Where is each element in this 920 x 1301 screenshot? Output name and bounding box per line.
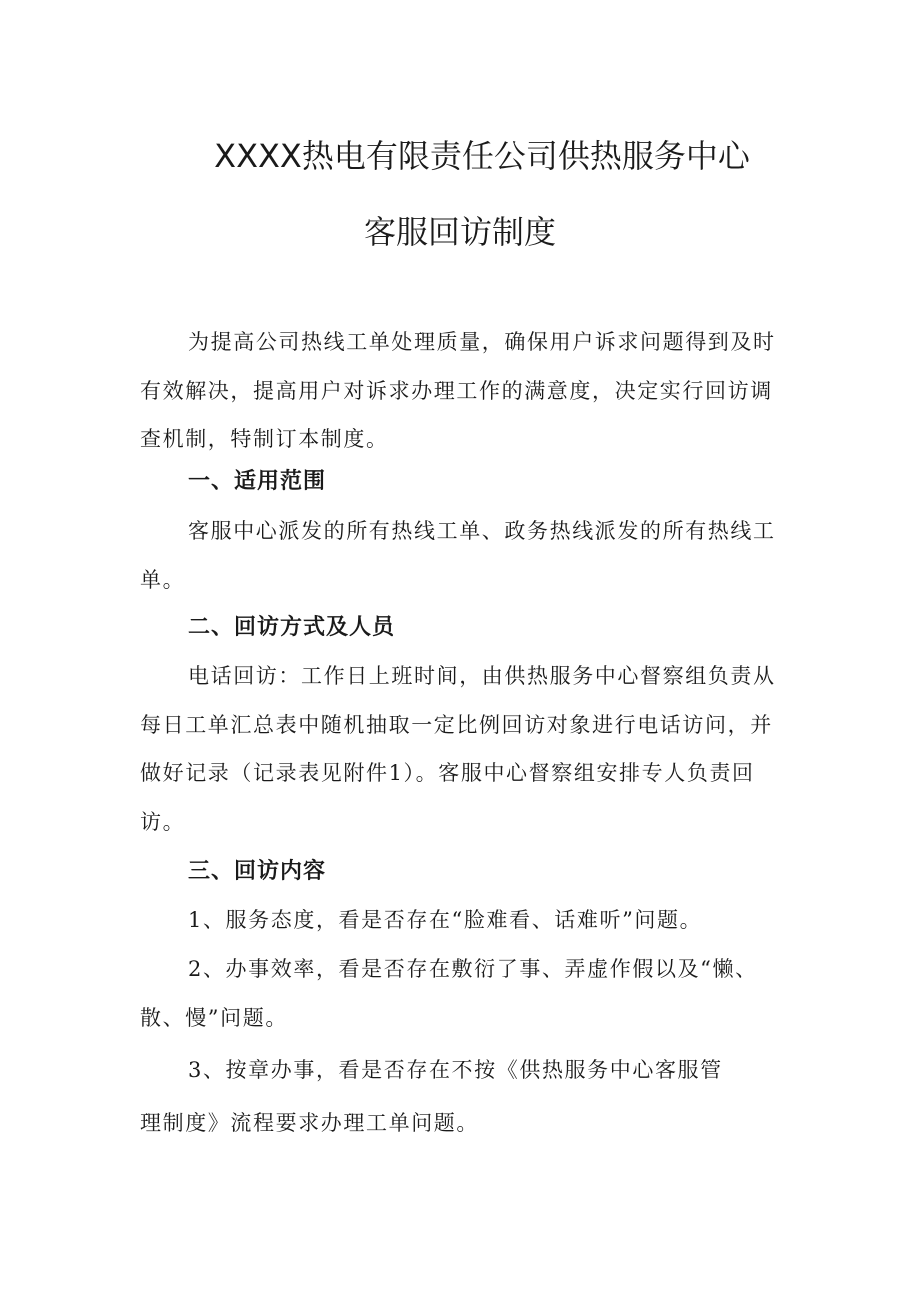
section-heading-method: 二、回访方式及人员 (188, 615, 396, 640)
list-item-compliance: 3、按章办事，看是否存在不按《供热服务中心客服管 (188, 1058, 723, 1082)
list-item-efficiency: 2、办事效率，看是否存在敷衍了事、弄虚作假以及“懒、散、慢”问题。 (140, 957, 758, 1030)
intro-paragraph: 为提高公司热线工单处理质量，确保用户诉求问题得到及时有效解决，提高用户对诉求办理工作的满意度，决定实行回访调查机制，特制订本制度。 (140, 330, 776, 451)
section-body-method: 电话回访：工作日上班时间，由供热服务中心督察组负责从每日工单汇总表中随机抽取一定比例回访对象进行电话访问，并做好记录（记录表见附件1）。客服中心督察组安排专人负责回访。 (140, 664, 776, 834)
section-heading-scope: 一、适用范围 (188, 469, 327, 494)
list-item-attitude: 1、服务态度，看是否存在“脸难看、话难听”问题。 (188, 908, 703, 932)
list-item-compliance-continued: 理制度》流程要求办理工单问题。 (140, 1111, 479, 1135)
document-subtitle: 客服回访制度 (363, 213, 556, 251)
section-body-scope: 客服中心派发的所有热线工单、政务热线派发的所有热线工单。 (140, 519, 776, 592)
section-heading-content: 三、回访内容 (188, 859, 327, 884)
document-title: XXXX热电有限责任公司供热服务中心 (214, 137, 750, 175)
